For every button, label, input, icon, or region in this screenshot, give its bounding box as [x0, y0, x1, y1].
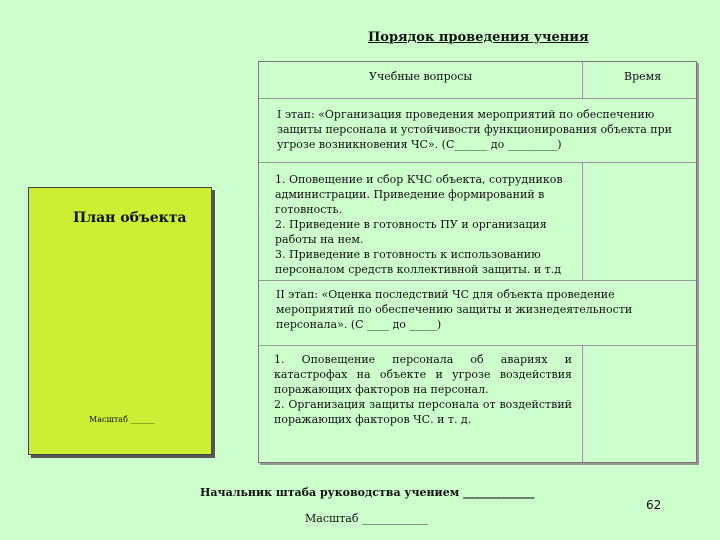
stage2-items: [274, 352, 572, 427]
table-divider: [259, 98, 696, 99]
table-divider: [259, 345, 696, 346]
header-questions: Учебные вопросы: [369, 70, 473, 83]
object-plan-box: [28, 187, 212, 455]
stage2-item-1: 1. Оповещение персонала об авариях и катастрофах на объекте и угрозе воздействия поражающих факторов на персонал.: [274, 353, 572, 396]
footer-scale: Масштаб ____________: [305, 512, 428, 525]
stage1-items: 1. Оповещение и сбор КЧС объекта, сотрудников администрации. Приведение формирований в готовность. 2. Приведение в готовность ПУ и организация работы на нем. 3. Приведение в готовность к использованию персоналом средств коллективной защиты. и т.д: [275, 173, 563, 276]
table-divider: [259, 280, 696, 281]
column-divider: [582, 62, 583, 98]
plan-scale: Масштаб ______: [89, 415, 155, 424]
plan-title: План объекта: [73, 210, 187, 226]
chief-signature-line: Начальник штаба руководства учением _____________: [200, 486, 535, 499]
page-number: 62: [646, 498, 662, 512]
exercise-table: [258, 61, 697, 463]
stage2-text: II этап: «Оценка последствий ЧС для объекта проведение мероприятий по обеспечению защиты и жизнедеятельности персонала». (С ____ до _____): [276, 288, 633, 331]
column-divider: [582, 345, 583, 462]
stage1-text: I этап: «Организация проведения мероприятий по обеспечению защиты персонала и устойчивости функционирования объекта при угрозе возникновения ЧС». (С______ до _________): [277, 108, 673, 151]
header-time: Время: [624, 70, 662, 83]
column-divider: [582, 162, 583, 280]
stage2-item-2: 2. Организация защиты персонала от воздействий поражающих факторов ЧС. и т. д.: [274, 398, 572, 426]
table-divider: [259, 162, 696, 163]
page-title: Порядок проведения учения: [368, 30, 589, 45]
